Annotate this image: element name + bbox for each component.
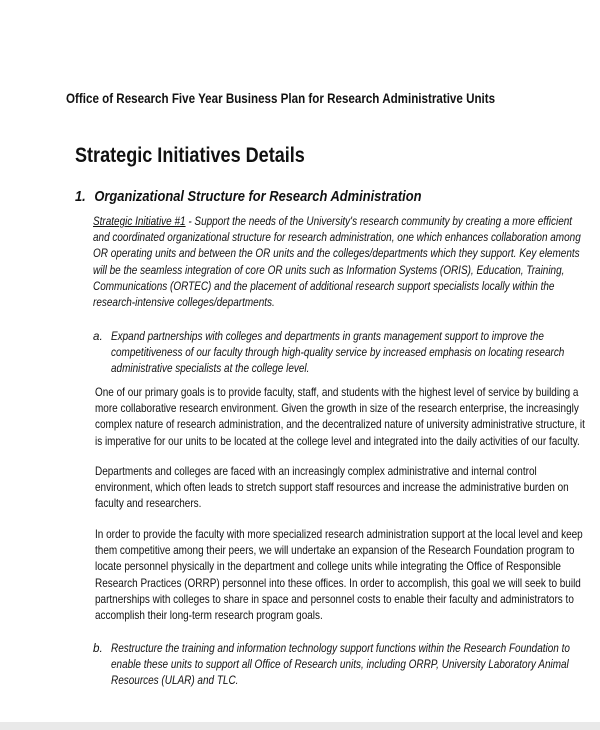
section-heading: [75, 188, 421, 205]
main-heading: Strategic Initiatives Details: [75, 144, 305, 167]
list-item-a: [111, 329, 600, 378]
initiative-paragraph: [93, 214, 600, 311]
section-title: Organizational Structure for Research Administration: [94, 188, 422, 205]
page-bottom-edge: [0, 722, 600, 730]
paragraph-line: environment, which often leads to stretch support staff resources and increase the administrative burden on: [95, 481, 569, 495]
initiative-text: - Support the needs of the University's research community by creating a more efficient: [185, 215, 573, 228]
paragraph-line: accomplish their long-term research program goals.: [95, 608, 323, 622]
initiative-line: and coordinated organizational structure for research administration, one which enhances collaboration among: [93, 231, 581, 245]
paragraph-2: [95, 464, 600, 513]
initiative-line: [93, 214, 581, 230]
initiative-line: OR operating units and between the OR units and the colleges/departments which they support. Key elements: [93, 247, 580, 261]
list-item-line: competitiveness of our faculty through high-quality service by increased emphasis on locating research: [111, 346, 565, 360]
section-number: 1.: [75, 188, 86, 205]
initiative-label: Strategic Initiative #1: [93, 215, 186, 228]
paragraph-line: Research Practices (ORRP) personnel into these offices. In order to accomplish, this goal we will seek to build: [95, 576, 581, 590]
initiative-line: will be the seamless integration of core OR units such as Information Systems (ORIS), Education, Training,: [93, 263, 565, 277]
list-item-line: Restructure the training and information technology support functions within the Research Foundation to: [111, 642, 570, 655]
list-item-line: administrative specialists at the college level.: [111, 362, 310, 376]
document-header-title: Office of Research Five Year Business Plan for Research Administrative Units: [66, 91, 496, 106]
list-item-line: enable these units to support all Office of Research units, including ORRP, University Laboratory Animal: [111, 658, 569, 672]
list-marker-a: a.: [93, 330, 103, 343]
paragraph-line: complex nature of research administration, and the decentralized nature of university administrative structure, it: [95, 418, 585, 432]
paragraph-line: In order to provide the faculty with more specialized research administration support at the local level and keep: [95, 528, 583, 541]
list-item-b: [111, 641, 600, 690]
list-item-line: Expand partnerships with colleges and departments in grants management support to improve the: [111, 330, 544, 343]
paragraph-line: One of our primary goals is to provide faculty, staff, and students with the highest level of service by building a: [95, 386, 579, 399]
initiative-line: research-intensive colleges/departments.: [93, 295, 275, 309]
list-item-line: Resources (ULAR) and TLC.: [111, 674, 239, 688]
initiative-line: Communications (ORTEC) and the placement of additional research support specialists locally within the: [93, 279, 555, 293]
paragraph-line: locate personnel physically in the department and college units while integrating the Office of Responsible: [95, 560, 561, 574]
list-marker-b: b.: [93, 642, 103, 655]
paragraph-line: Departments and colleges are faced with an increasingly complex administrative and internal control: [95, 465, 537, 478]
paragraph-3: [95, 527, 600, 624]
paragraph-line: partnerships with colleges to share in space and personnel costs to enable their faculty and administrators to: [95, 592, 574, 606]
paragraph-line: is imperative for our units to be located at the college level and integrated into the daily activities of our faculty.: [95, 434, 580, 448]
paragraph-line: them competitive among their peers, we will undertake an expansion of the Research Foundation program to: [95, 544, 575, 558]
paragraph-line: faculty and researchers.: [95, 497, 202, 511]
paragraph-1: [95, 385, 600, 450]
paragraph-line: more collaborative research environment. Given the growth in size of the research enterprise, the increasingly: [95, 402, 579, 416]
